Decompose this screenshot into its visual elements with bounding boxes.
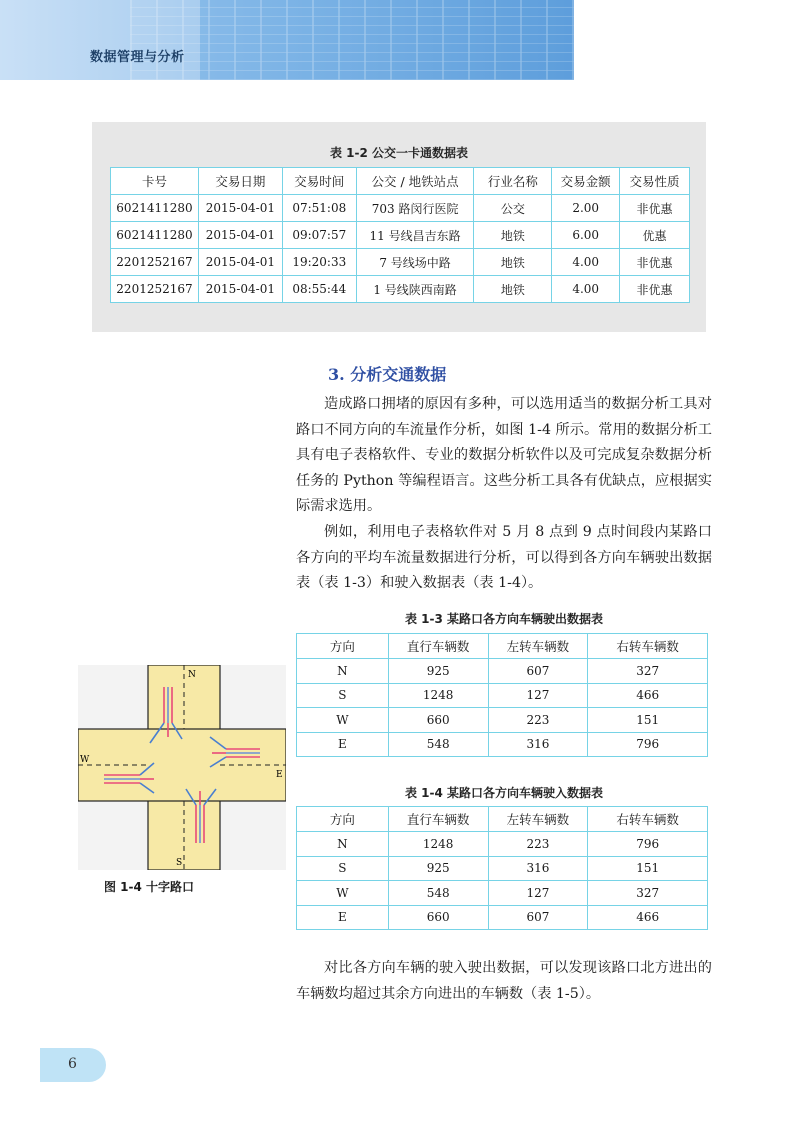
table-cell: 925 <box>388 659 488 684</box>
table-cell: 2201252167 <box>111 276 199 303</box>
table-row <box>111 249 690 276</box>
table-cell: 19:20:33 <box>282 249 356 276</box>
column-header: 交易日期 <box>198 168 282 195</box>
table-1-2-box <box>92 122 706 332</box>
table-cell: 796 <box>588 732 708 757</box>
table-cell: 223 <box>488 708 588 733</box>
table-cell: 223 <box>488 832 588 857</box>
column-header: 左转车辆数 <box>488 634 588 659</box>
table-cell: N <box>297 832 389 857</box>
table-cell: 316 <box>488 732 588 757</box>
table-cell: 2015-04-01 <box>198 195 282 222</box>
table-row <box>297 659 708 684</box>
table-header-row <box>297 634 708 659</box>
table-cell: 2201252167 <box>111 249 199 276</box>
table-cell: 327 <box>588 881 708 906</box>
table-cell: 925 <box>388 856 488 881</box>
label-w: W <box>80 755 90 765</box>
table-cell: 151 <box>588 856 708 881</box>
table-cell: 公交 <box>474 195 552 222</box>
table-cell: 127 <box>488 683 588 708</box>
column-header: 交易时间 <box>282 168 356 195</box>
table-cell: 660 <box>388 905 488 930</box>
table-row <box>297 905 708 930</box>
column-header: 方向 <box>297 634 389 659</box>
column-header: 右转车辆数 <box>588 634 708 659</box>
table-row <box>111 195 690 222</box>
column-header: 左转车辆数 <box>488 807 588 832</box>
table-1-4-caption: 表 1-4 某路口各方向车辆驶入数据表 <box>404 786 604 800</box>
paragraph-1: 造成路口拥堵的原因有多种，可以选用适当的数据分析工具对路口不同方向的车流量作分析，如图 1-4 所示。常用的数据分析工具有电子表格软件、专业的数据分析软件以及可完成复杂数据分析任务的 Python 等编程语言。这些分析工具各有优缺点，应根据实际需求选用。 <box>296 396 712 514</box>
table-cell: 327 <box>588 659 708 684</box>
table-cell: 08:55:44 <box>282 276 356 303</box>
label-s: S <box>176 858 183 868</box>
table-header-row <box>297 807 708 832</box>
table-cell: 非优惠 <box>620 276 690 303</box>
table-cell: 316 <box>488 856 588 881</box>
paragraph-2: 例如，利用电子表格软件对 5 月 8 点到 9 点时间段内某路口各方向的平均车流量数据进行分析，可以得到各方向车辆驶出数据表（表 1-3）和驶入数据表（表 1-4）。 <box>296 524 712 591</box>
table-cell: 2.00 <box>552 195 620 222</box>
table-cell: 6021411280 <box>111 222 199 249</box>
table-cell: 1248 <box>388 832 488 857</box>
table-cell: 6.00 <box>552 222 620 249</box>
table-cell: 优惠 <box>620 222 690 249</box>
table-cell: E <box>297 905 389 930</box>
table-row <box>297 708 708 733</box>
table-cell: 127 <box>488 881 588 906</box>
table-1-2-caption: 表 1-2 公交一卡通数据表 <box>329 146 469 160</box>
intersection-diagram <box>78 665 286 870</box>
table-cell: 7 号线场中路 <box>356 249 474 276</box>
table-cell: 548 <box>388 732 488 757</box>
figure-caption: 图 1-4 十字路口 <box>104 880 195 894</box>
table-row <box>297 881 708 906</box>
table-cell: S <box>297 856 389 881</box>
table-header-row <box>111 168 690 195</box>
column-header: 行业名称 <box>474 168 552 195</box>
table-cell: 地铁 <box>474 249 552 276</box>
table-cell: 地铁 <box>474 222 552 249</box>
table-cell: 466 <box>588 683 708 708</box>
column-header: 右转车辆数 <box>588 807 708 832</box>
table-cell: 11 号线昌吉东路 <box>356 222 474 249</box>
page-number-tab <box>40 1048 106 1082</box>
table-cell: 非优惠 <box>620 249 690 276</box>
table-row <box>111 276 690 303</box>
table-cell: 4.00 <box>552 276 620 303</box>
table-cell: 4.00 <box>552 249 620 276</box>
table-1-3-caption: 表 1-3 某路口各方向车辆驶出数据表 <box>404 612 604 626</box>
column-header: 交易性质 <box>620 168 690 195</box>
table-cell: 607 <box>488 659 588 684</box>
table-cell: 660 <box>388 708 488 733</box>
table-cell: 2015-04-01 <box>198 222 282 249</box>
header-white-block <box>574 0 800 80</box>
column-header: 直行车辆数 <box>388 634 488 659</box>
table-cell: 2015-04-01 <box>198 276 282 303</box>
table-1-4 <box>296 806 708 930</box>
table-row <box>297 732 708 757</box>
table-cell: E <box>297 732 389 757</box>
table-row <box>297 683 708 708</box>
table-cell: 非优惠 <box>620 195 690 222</box>
intersection-figure <box>78 665 286 870</box>
table-cell: 607 <box>488 905 588 930</box>
table-cell: 地铁 <box>474 276 552 303</box>
table-cell: 07:51:08 <box>282 195 356 222</box>
column-header: 卡号 <box>111 168 199 195</box>
table-cell: N <box>297 659 389 684</box>
label-e: E <box>276 770 283 780</box>
paragraph-3: 对比各方向车辆的驶入驶出数据，可以发现该路口北方进出的车辆数均超过其余方向进出的车辆数（表 1-5）。 <box>296 960 712 1002</box>
table-1-3 <box>296 633 708 757</box>
table-cell: 796 <box>588 832 708 857</box>
table-cell: 151 <box>588 708 708 733</box>
table-row <box>297 832 708 857</box>
table-cell: 2015-04-01 <box>198 249 282 276</box>
column-header: 方向 <box>297 807 389 832</box>
table-cell: 703 路闵行医院 <box>356 195 474 222</box>
table-cell: W <box>297 881 389 906</box>
section-title: 3. 分析交通数据 <box>328 365 447 384</box>
table-cell: 548 <box>388 881 488 906</box>
table-cell: S <box>297 683 389 708</box>
table-cell: 1 号线陕西南路 <box>356 276 474 303</box>
table-cell: 1248 <box>388 683 488 708</box>
table-cell: 6021411280 <box>111 195 199 222</box>
page-header <box>0 0 800 80</box>
header-title: 数据管理与分析 <box>90 50 185 65</box>
table-cell: W <box>297 708 389 733</box>
column-header: 直行车辆数 <box>388 807 488 832</box>
table-1-2 <box>110 167 690 303</box>
table-cell: 466 <box>588 905 708 930</box>
table-row <box>297 856 708 881</box>
table-cell: 09:07:57 <box>282 222 356 249</box>
column-header: 公交 / 地铁站点 <box>356 168 474 195</box>
table-row <box>111 222 690 249</box>
page-number: 6 <box>68 1056 77 1072</box>
column-header: 交易金额 <box>552 168 620 195</box>
label-n: N <box>188 670 196 680</box>
